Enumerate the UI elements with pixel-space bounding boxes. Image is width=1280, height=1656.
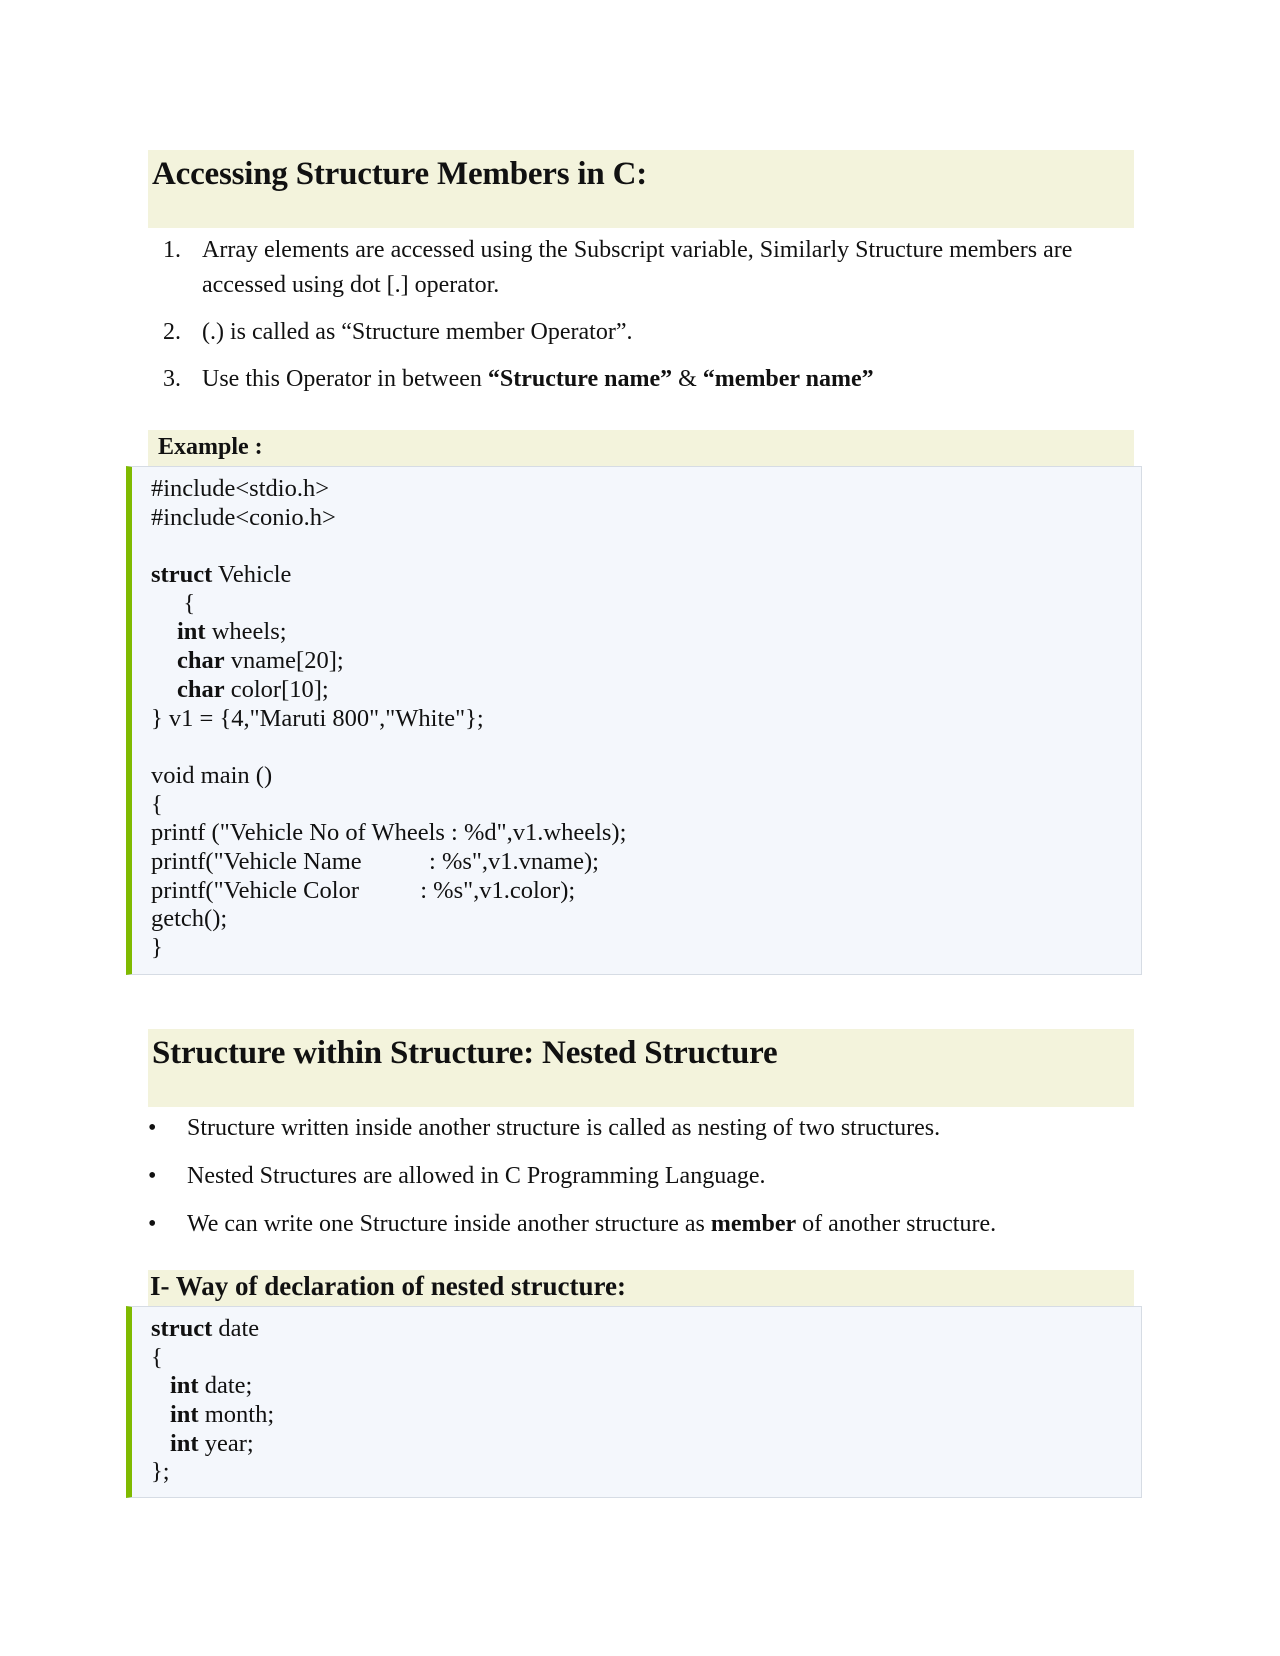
code-line: printf("Vehicle Name : %s",v1.vname); — [151, 847, 599, 875]
code-line — [151, 1315, 1141, 1344]
code-line-blank — [151, 733, 1141, 762]
list-item — [160, 233, 1120, 303]
code-line-blank — [151, 532, 1141, 561]
code-line — [151, 561, 1141, 590]
code-line: { — [151, 790, 163, 818]
list-number: 2. — [163, 319, 181, 345]
code-line: void main () — [151, 761, 273, 789]
ordered-list — [160, 233, 1120, 409]
list-item — [146, 1111, 1136, 1146]
code-line — [151, 676, 1141, 705]
section-title: Accessing Structure Members in C: — [152, 156, 648, 192]
code-keyword: char — [177, 675, 225, 703]
bullet-icon: • — [148, 1163, 157, 1189]
code-line: }; — [151, 1458, 170, 1486]
code-text: Vehicle — [212, 561, 292, 589]
code-line — [151, 1372, 1141, 1401]
example-heading-band — [148, 430, 1134, 468]
code-line — [151, 618, 1141, 647]
code-line: { — [165, 589, 196, 617]
code-line — [151, 1430, 1141, 1459]
list-text: (.) is called as “Structure member Operator”. — [202, 319, 633, 345]
list-item — [146, 1207, 1136, 1242]
code-block — [126, 466, 1142, 975]
list-text: Structure written inside another structure is called as nesting of two structures. — [187, 1115, 941, 1141]
bullet-list — [146, 1111, 1136, 1255]
list-text: of another structure. — [796, 1211, 997, 1237]
code-line — [151, 1401, 1141, 1430]
code-line: #include<conio.h> — [151, 503, 336, 531]
list-text: Nested Structures are allowed in C Programming Language. — [187, 1163, 766, 1189]
list-text: Array elements are accessed using the Subscript variable, Similarly Structure members are accessed using dot [.] operator. — [202, 237, 1073, 298]
bullet-icon: • — [148, 1115, 157, 1141]
code-keyword: struct — [151, 1315, 213, 1342]
code-text: year; — [198, 1429, 254, 1457]
list-number: 3. — [163, 366, 181, 392]
list-item — [146, 1159, 1136, 1194]
subsection-heading-band — [148, 1270, 1134, 1308]
list-text: Use this Operator in between — [202, 366, 488, 392]
example-label: Example : — [158, 434, 263, 460]
bold-term: member — [710, 1211, 797, 1237]
code-line: printf ("Vehicle No of Wheels : %d",v1.wheels); — [151, 819, 627, 847]
code-line: getch(); — [151, 905, 228, 933]
code-text: date — [212, 1315, 260, 1342]
code-keyword: struct — [151, 561, 213, 589]
code-keyword: int — [177, 618, 206, 646]
code-line: { — [151, 1343, 163, 1371]
section-heading-band — [148, 150, 1134, 228]
code-line: } — [151, 934, 163, 961]
bold-term: “member name” — [702, 366, 874, 392]
bullet-icon: • — [148, 1211, 157, 1237]
code-keyword: int — [170, 1429, 199, 1457]
code-text: month; — [198, 1401, 275, 1429]
code-line: } v1 = {4,"Maruti 800","White"}; — [151, 704, 484, 732]
section-heading-band — [148, 1029, 1134, 1107]
section-title: Structure within Structure: Nested Structure — [152, 1035, 778, 1071]
code-line: printf("Vehicle Color : %s",v1.color); — [151, 876, 576, 904]
code-keyword: int — [170, 1372, 199, 1400]
code-line — [151, 647, 1141, 676]
code-text: wheels; — [205, 618, 287, 646]
code-text: vname[20]; — [224, 647, 344, 675]
list-item — [160, 315, 1120, 350]
code-text: color[10]; — [224, 675, 329, 703]
code-line: #include<stdio.h> — [151, 475, 330, 502]
list-item — [160, 362, 1120, 397]
bold-term: “Structure name” — [487, 366, 673, 392]
list-text: We can write one Structure inside another structure as — [187, 1211, 711, 1237]
code-text: date; — [198, 1372, 253, 1400]
code-keyword: char — [177, 647, 225, 675]
code-block — [126, 1306, 1142, 1498]
subsection-title: I- Way of declaration of nested structure: — [150, 1271, 626, 1301]
code-keyword: int — [170, 1401, 199, 1429]
list-number: 1. — [163, 237, 181, 263]
list-text: & — [672, 366, 703, 392]
